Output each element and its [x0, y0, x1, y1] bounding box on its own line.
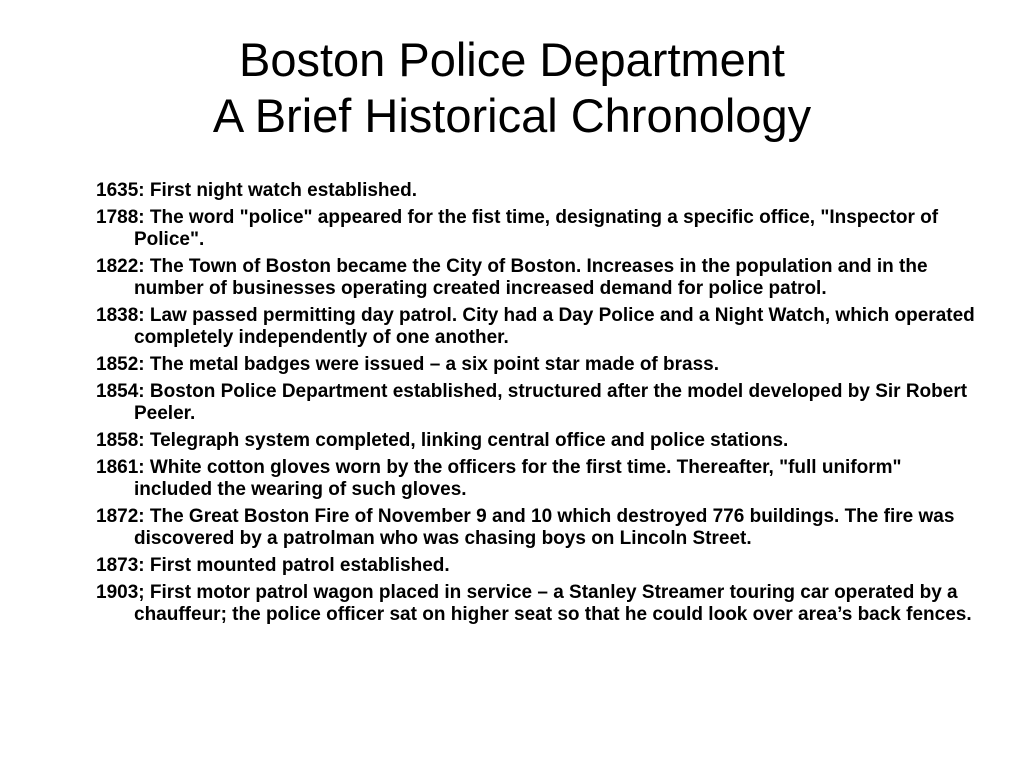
chronology-entry-1858: 1858: Telegraph system completed, linking central office and police stations. — [96, 430, 789, 451]
chronology-entry-1873: 1873: First mounted patrol established. — [96, 555, 450, 576]
chronology-entry-1635: 1635: First night watch established. — [96, 180, 417, 201]
title-line-1: Boston Police Department — [238, 33, 785, 86]
chronology-entry-1861: 1861: White cotton gloves worn by the officers for the first time. Thereafter, "full uniform" included the wearing of such gloves. — [96, 457, 902, 500]
chronology-entry-1788: 1788: The word "police" appeared for the fist time, designating a specific office, "Inspector of Police". — [96, 207, 939, 250]
chronology-list — [96, 180, 976, 631]
chronology-entry-1903: 1903; First motor patrol wagon placed in service – a Stanley Streamer touring car operated by a chauffeur; the police officer sat on higher seat so that he could look over area’s back fences. — [96, 582, 972, 625]
chronology-entry-1838: 1838: Law passed permitting day patrol. City had a Day Police and a Night Watch, which operated completely independently of one another. — [96, 305, 975, 348]
title-line-2: A Brief Historical Chronology — [212, 89, 812, 142]
slide-title — [0, 32, 1024, 144]
chronology-entry-1872: 1872: The Great Boston Fire of November 9 and 10 which destroyed 776 buildings. The fire was discovered by a patrolman who was chasing boys on Lincoln Street. — [96, 506, 955, 549]
chronology-entry-1822: 1822: The Town of Boston became the City of Boston. Increases in the population and in the number of businesses operating created increased demand for police patrol. — [96, 256, 928, 299]
chronology-entry-1852: 1852: The metal badges were issued – a six point star made of brass. — [96, 354, 720, 375]
chronology-entry-1854: 1854: Boston Police Department established, structured after the model developed by Sir Robert Peeler. — [96, 381, 968, 424]
